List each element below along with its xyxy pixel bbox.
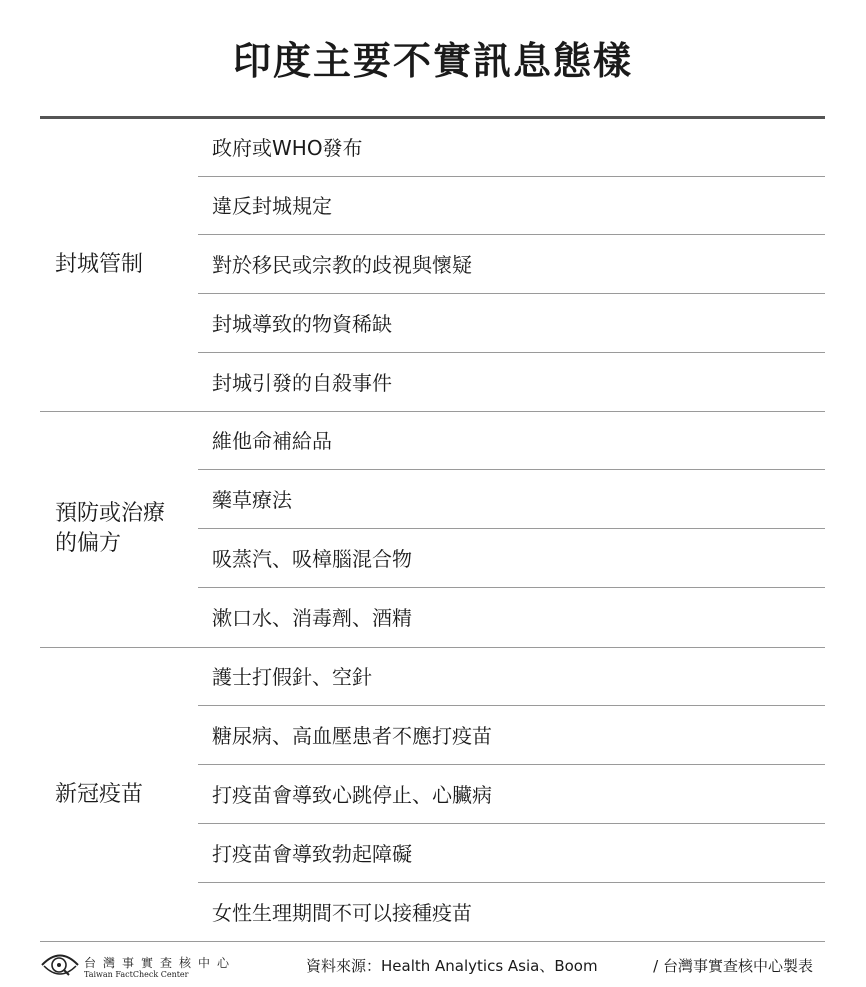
row-divider xyxy=(198,587,825,588)
item-text: 吸蒸汽、吸樟腦混合物 xyxy=(212,547,412,571)
row-divider xyxy=(198,234,825,235)
item-text: 護士打假針、空針 xyxy=(212,665,372,689)
row-divider xyxy=(198,469,825,470)
item-text: 封城導致的物資稀缺 xyxy=(212,312,392,336)
row-divider xyxy=(198,823,825,824)
group-lockdown xyxy=(40,119,825,412)
item-text: 糖尿病、高血壓患者不應打疫苗 xyxy=(212,724,492,748)
list-item xyxy=(198,648,825,706)
row-divider xyxy=(198,764,825,765)
item-text: 政府或WHO發布 xyxy=(212,136,363,160)
list-item xyxy=(198,825,825,883)
list-item xyxy=(198,412,825,470)
list-item xyxy=(198,589,825,647)
row-divider xyxy=(198,705,825,706)
row-divider xyxy=(198,882,825,883)
logo-name-zh: 台灣事實查核中心 xyxy=(84,956,237,970)
group-label-line: 的偏方 xyxy=(55,531,122,556)
row-divider xyxy=(198,352,825,353)
group-label: 新冠疫苗 xyxy=(55,782,144,807)
eye-magnifier-icon xyxy=(40,948,80,982)
item-text: 藥草療法 xyxy=(212,488,292,512)
group-vaccine xyxy=(40,648,825,942)
footer xyxy=(40,942,825,982)
list-item xyxy=(198,354,825,412)
item-text: 違反封城規定 xyxy=(212,194,332,218)
list-item xyxy=(198,766,825,824)
list-item xyxy=(198,295,825,353)
item-text: 打疫苗會導致心跳停止、心臟病 xyxy=(212,783,492,807)
logo-name-en: Taiwan FactCheck Center xyxy=(84,970,189,979)
list-item xyxy=(198,177,825,235)
list-item xyxy=(198,119,825,177)
item-text: 打疫苗會導致勃起障礙 xyxy=(212,842,412,866)
list-item xyxy=(198,471,825,529)
item-text: 封城引發的自殺事件 xyxy=(212,371,392,395)
list-item xyxy=(198,530,825,588)
list-item xyxy=(198,707,825,765)
group-remedies xyxy=(40,412,825,647)
row-divider xyxy=(198,293,825,294)
item-text: 對於移民或宗教的歧視與懷疑 xyxy=(212,253,472,277)
row-divider xyxy=(198,528,825,529)
credit-note: / 台灣事實查核中心製表 xyxy=(653,957,813,975)
source-note: 資料來源：Health Analytics Asia、Boom xyxy=(306,957,598,975)
list-item xyxy=(198,236,825,294)
item-text: 維他命補給品 xyxy=(212,429,332,453)
group-label xyxy=(55,499,165,559)
item-text: 漱口水、消毒劑、酒精 xyxy=(212,606,412,630)
list-item xyxy=(198,884,825,942)
page-title: 印度主要不實訊息態樣 xyxy=(232,39,633,83)
item-text: 女性生理期間不可以接種疫苗 xyxy=(212,901,472,925)
group-label: 封城管制 xyxy=(55,252,144,277)
group-label-line: 預防或治療 xyxy=(55,501,166,526)
